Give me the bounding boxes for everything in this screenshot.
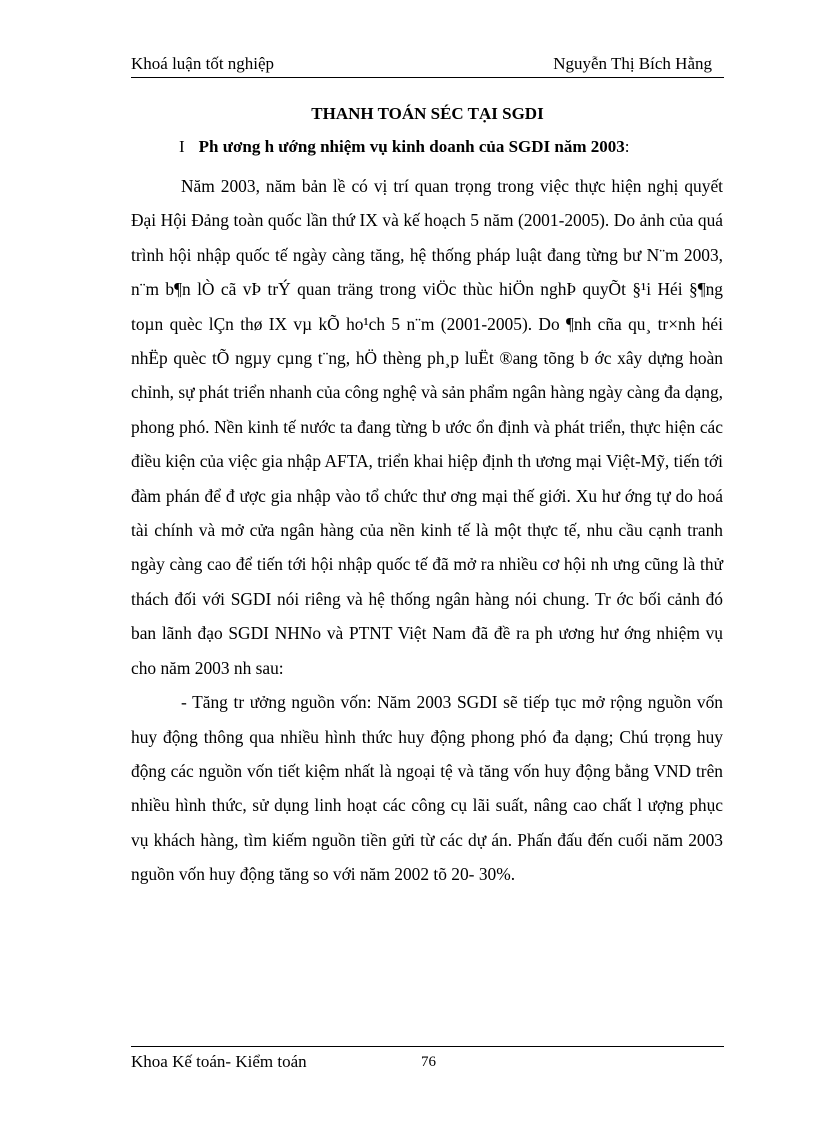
body-text (131, 169, 723, 892)
page-header (131, 52, 724, 78)
paragraph-capital-growth: - Tăng tr ưởng nguồn vốn: Năm 2003 SGDI sẽ tiếp tục mở rộng nguồn vốn huy động thông qua nhiều hình thức huy động phong phó đa dạng; Chú trọng huy động các nguồn vốn tiết kiệm nhất là ngoại tệ và tăng vốn huy động bằng VND trên nhiều hình thức, sử dụng linh hoạt các công cụ lãi suất, nâng cao chất l ượng phục vụ khách hàng, tìm kiếm nguồn tiền gửi từ các dự án. Phấn đấu đến cuối năm 2003 nguồn vốn huy động tăng so với năm 2002 tõ 20- 30%. (131, 692, 723, 885)
paragraph-intro: Năm 2003, năm bản lề có vị trí quan trọng trong việc thực hiện nghị quyết Đại Hội Đảng toàn quốc lần thứ IX và kế hoạch 5 năm (2001-2005). Do ảnh của quá trình hội nhập quốc tế ngày càng tăng, hệ thống pháp luật đang từng bư N¨m 2003, n¨m b¶n lÒ cã vÞ trÝ quan träng trong viÖc thùc hiÖn nghÞ quyÕt §¹i Héi §¶ng toµn quèc lÇn thø IX vµ kÕ ho¹ch 5 n¨m (2001-2005). Do ¶nh cña qu¸ tr×nh héi nhËp quèc tÕ ngµy cµng t¨ng, hÖ thèng ph¸p luËt ®ang tõng b ớc xây dựng hoàn chỉnh, sự phát triển nhanh của công nghệ và sản phẩm ngân hàng ngày càng đa dạng, phong phó. Nền kinh tế nước ta đang từng b ước ổn định và phát triển, thực hiện các điều kiện của việc gia nhập AFTA, triển khai hiệp định th ương mại Việt-Mỹ, tiến tới đàm phán để đ ược gia nhập vào tổ chức thư ơng mại thế giới. Xu hư ớng tự do hoá tài chính và mở cửa ngân hàng của nền kinh tế là một thực tế, nhu cầu cạnh tranh ngày càng cao để tiến tới hội nhập quốc tế đã mở ra nhiều cơ hội nh ưng cũng là thử thách đối với SGDI nói riêng và hệ thống ngân hàng nói chung. Tr ớc bối cảnh đó ban lãnh đạo SGDI NHNo và PTNT Việt Nam đã đề ra ph ương hư ớng nhiệm vụ cho năm 2003 nh sau: (131, 176, 723, 678)
header-rule (131, 77, 724, 78)
section-title: Ph ương h ướng nhiệm vụ kinh doanh của SGDI năm 2003 (198, 137, 625, 156)
section-heading (179, 137, 630, 157)
section-number: I (179, 137, 185, 156)
section-suffix: : (624, 137, 630, 156)
document-title: THANH TOÁN SÉC TẠI SGDI (311, 104, 544, 123)
page-number: 76 (421, 1054, 436, 1070)
header-thesis-label: Khoá luận tốt nghiệp (131, 54, 275, 73)
header-author-name: Nguyễn Thị Bích Hằng (553, 54, 712, 73)
page-footer (131, 1046, 724, 1076)
footer-rule (131, 1046, 724, 1047)
footer-faculty: Khoa Kế toán- Kiểm toán (131, 1052, 307, 1071)
